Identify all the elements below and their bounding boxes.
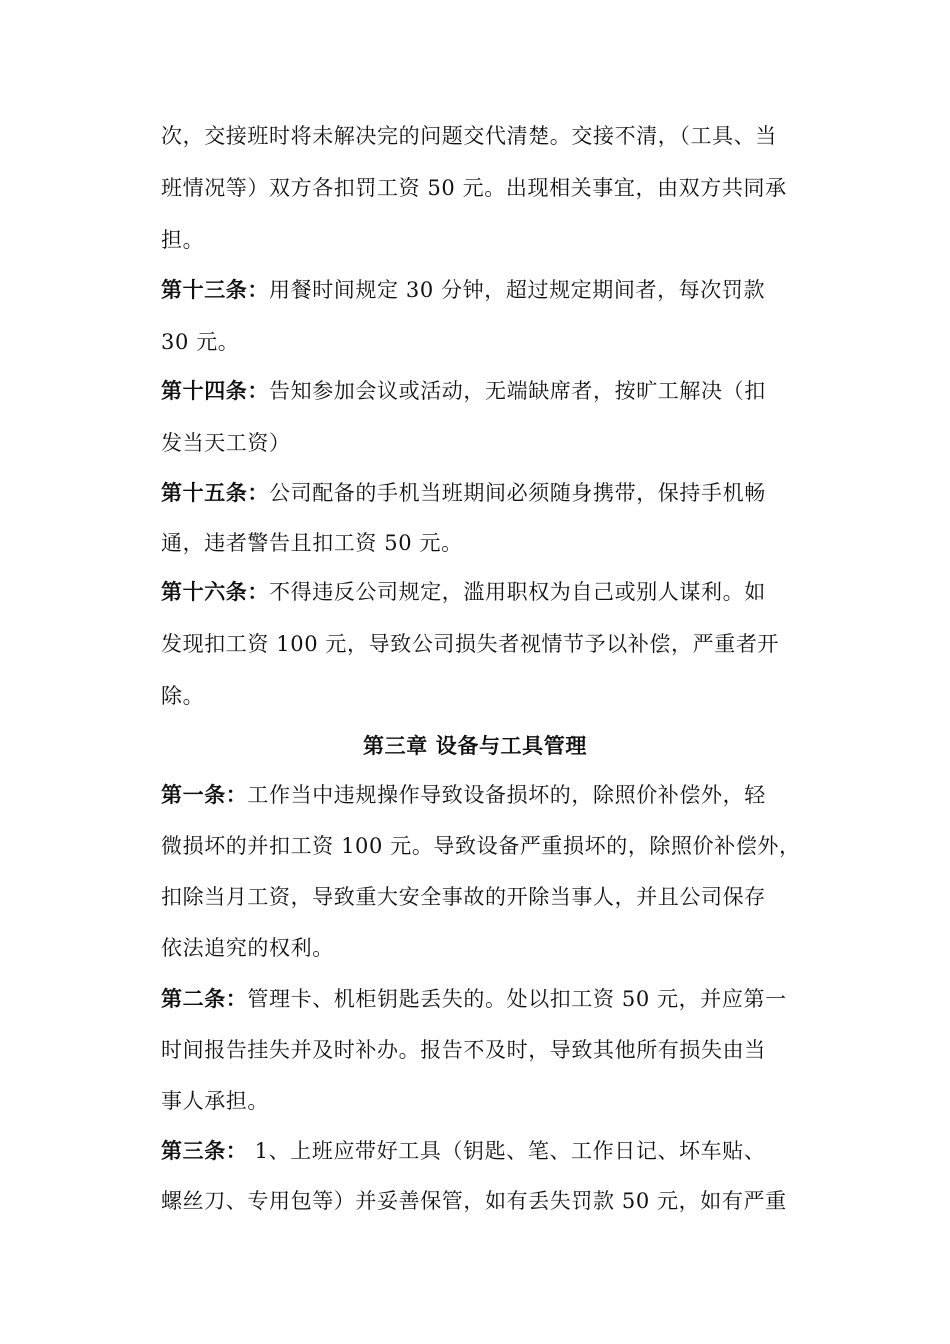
article-text: 工作当中违规操作导致设备损坏的，除照价补偿外，轻 bbox=[247, 783, 766, 807]
paragraph-line: 事人承担。 bbox=[161, 1089, 269, 1113]
paragraph-line: 班情况等）双方各扣罚工资 50 元。出现相关事宜，由双方共同承 bbox=[161, 176, 787, 200]
paragraph-line: 依法追究的权利。 bbox=[161, 936, 334, 960]
article-text: 1、上班应带好工具（钥匙、笔、工作日记、坏车贴、 bbox=[247, 1139, 766, 1163]
article-label: 第十三条： bbox=[161, 278, 269, 302]
paragraph-line: 微损坏的并扣工资 100 元。导致设备严重损坏的，除照价补偿外， bbox=[161, 834, 801, 858]
article-16 bbox=[161, 577, 766, 607]
article-label: 第一条： bbox=[161, 783, 248, 807]
paragraph-line: 发当天工资） bbox=[161, 431, 291, 455]
paragraph-line: 除。 bbox=[161, 684, 205, 708]
paragraph-line: 发现扣工资 100 元，导致公司损失者视情节予以补偿，严重者开 bbox=[161, 632, 780, 656]
paragraph-line: 时间报告挂失并及时补办。报告不及时，导致其他所有损失由当 bbox=[161, 1038, 766, 1062]
paragraph-line: 通，违者警告且扣工资 50 元。 bbox=[161, 531, 463, 555]
chapter3-article-2 bbox=[161, 984, 787, 1014]
paragraph-line: 担。 bbox=[161, 228, 205, 252]
chapter-heading: 第三章 设备与工具管理 bbox=[363, 734, 587, 758]
paragraph-line: 螺丝刀、专用包等）并妥善保管，如有丢失罚款 50 元，如有严重 bbox=[161, 1189, 787, 1213]
article-text: 用餐时间规定 30 分钟，超过规定期间者，每次罚款 bbox=[269, 278, 766, 302]
chapter3-article-1 bbox=[161, 780, 766, 810]
paragraph-line: 扣除当月工资，导致重大安全事故的开除当事人，并且公司保存 bbox=[161, 885, 766, 909]
article-text: 告知参加会议或活动，无端缺席者，按旷工解决（扣 bbox=[269, 379, 766, 403]
article-label: 第十五条： bbox=[161, 481, 269, 505]
article-text: 管理卡、机柜钥匙丢失的。处以扣工资 50 元，并应第一 bbox=[247, 987, 787, 1011]
chapter3-article-3 bbox=[161, 1136, 765, 1166]
paragraph-line: 次，交接班时将未解决完的问题交代清楚。交接不清，（工具、当 bbox=[161, 124, 777, 148]
article-13 bbox=[161, 275, 765, 305]
paragraph-line: 30 元。 bbox=[161, 330, 240, 354]
article-text: 公司配备的手机当班期间必须随身携带，保持手机畅 bbox=[269, 481, 766, 505]
article-label: 第十四条： bbox=[161, 379, 269, 403]
article-label: 第二条： bbox=[161, 987, 248, 1011]
article-text: 不得违反公司规定，滥用职权为自己或别人谋利。如 bbox=[269, 580, 766, 604]
article-label: 第三条： bbox=[161, 1139, 248, 1163]
article-label: 第十六条： bbox=[161, 580, 269, 604]
article-14 bbox=[161, 376, 766, 406]
article-15 bbox=[161, 478, 766, 508]
